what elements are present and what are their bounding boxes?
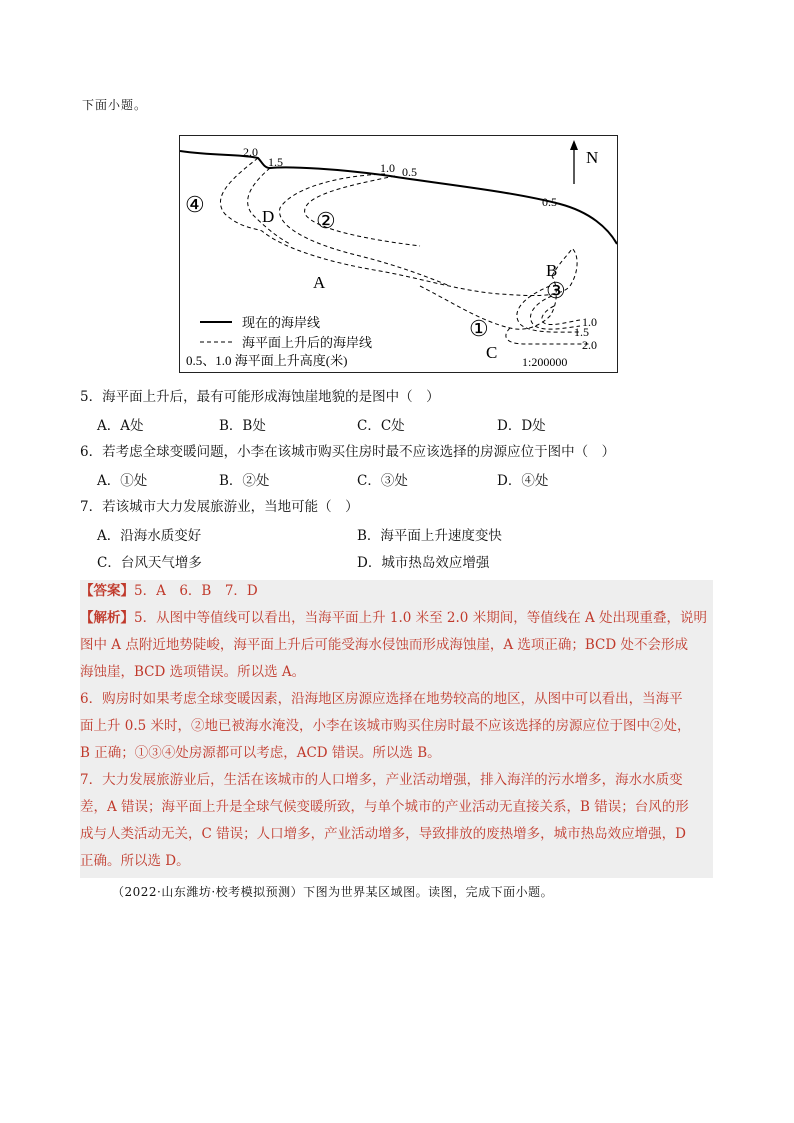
q7-option-b[interactable]: B．海平面上升速度变快 bbox=[357, 528, 502, 544]
svg-text:0.5: 0.5 bbox=[402, 165, 417, 179]
contour-1-0 bbox=[280, 174, 450, 286]
question-5-stem: 5．海平面上升后，最有可能形成海蚀崖地貌的是图中（ ） bbox=[80, 389, 440, 405]
q6-option-a[interactable]: A．①处 bbox=[97, 473, 148, 489]
contour-2-0 bbox=[220, 158, 577, 296]
question-7-options-row2 bbox=[0, 551, 794, 571]
analysis-line-9: 成与人类活动无关，C 错误；人口增多，产业活动增多，导致排放的废热增多，城市热岛效应增强，D bbox=[80, 826, 686, 842]
marker-1: ① bbox=[469, 316, 489, 341]
point-a: A bbox=[313, 273, 326, 292]
q6-option-c[interactable]: C．③处 bbox=[357, 473, 408, 489]
svg-text:2.0: 2.0 bbox=[582, 338, 597, 352]
north-arrow-icon bbox=[570, 140, 578, 184]
q7-option-d[interactable]: D．城市热岛效应增强 bbox=[357, 555, 490, 571]
marker-2: ② bbox=[316, 208, 336, 233]
answer-line bbox=[80, 581, 258, 601]
analysis-line-5: 面上升 0.5 米时，②地已被海水淹没，小李在该城市购买住房时最不应该选择的房源应位于图中②处， bbox=[80, 718, 691, 734]
answer-tag: 【答案】 bbox=[80, 583, 134, 599]
svg-text:1.0: 1.0 bbox=[380, 161, 395, 175]
contour-1-5 bbox=[248, 168, 290, 244]
point-d: D bbox=[262, 207, 275, 226]
question-6-stem: 6．若考虑全球变暖问题，小李在该城市购买住房时最不应该选择的房源应位于图中（ ） bbox=[80, 444, 616, 460]
question-6-options bbox=[0, 469, 794, 489]
analysis-line-3: 海蚀崖，BCD 选项错误。所以选 A。 bbox=[80, 664, 306, 680]
analysis-line-4: 6．购房时如果考虑全球变暖因素，沿海地区房源应选择在地势较高的地区，从图中可以看出，当海平 bbox=[80, 691, 683, 707]
coastline-map bbox=[179, 135, 618, 373]
answer-block bbox=[80, 580, 713, 878]
q6-option-d[interactable]: D．④处 bbox=[497, 473, 549, 489]
answer-text: 5．A 6．B 7．D bbox=[134, 583, 258, 599]
svg-text:1.5: 1.5 bbox=[268, 155, 283, 169]
analysis-line-2: 图中 A 点附近地势陡峻，海平面上升后可能受海水侵蚀而形成海蚀崖，A 选项正确；BCD 处不会形成 bbox=[80, 637, 688, 653]
question-5-options bbox=[0, 414, 794, 434]
intro-text: 下面小题。 bbox=[82, 98, 148, 112]
q5-option-b[interactable]: B．B处 bbox=[219, 418, 266, 434]
question-7-options-row1 bbox=[0, 524, 794, 544]
q5-option-d[interactable]: D．D处 bbox=[497, 418, 546, 434]
question-7-stem: 7．若该城市大力发展旅游业，当地可能（ ） bbox=[80, 499, 359, 515]
analysis-line-6: B 正确；①③④处房源都可以考虑，ACD 错误。所以选 B。 bbox=[80, 745, 441, 761]
analysis-line-7: 7．大力发展旅游业后，生活在该城市的人口增多，产业活动增强，排入海洋的污水增多，海水水质变 bbox=[80, 772, 683, 788]
analysis-line-1: 【解析】5．从图中等值线可以看出，当海平面上升 1.0 米至 2.0 米期间，等值线在 A 处出现重叠，说明 bbox=[80, 610, 708, 626]
legend-values: 0.5、1.0 海平面上升高度(米) bbox=[186, 353, 348, 368]
next-question-intro: （2022·山东潍坊·校考模拟预测）下图为世界某区域图。读图，完成下面小题。 bbox=[112, 885, 554, 899]
point-c: C bbox=[486, 343, 498, 362]
legend-solid: 现在的海岸线 bbox=[242, 315, 321, 330]
q7-option-c[interactable]: C．台风天气增多 bbox=[97, 555, 202, 571]
map-scale: 1:200000 bbox=[522, 355, 568, 369]
marker-4: ④ bbox=[185, 192, 205, 217]
q6-option-b[interactable]: B．②处 bbox=[219, 473, 270, 489]
svg-text:1.5: 1.5 bbox=[574, 325, 589, 339]
legend-dashed: 海平面上升后的海岸线 bbox=[242, 335, 373, 350]
analysis-line-8: 差，A 错误；海平面上升是全球气候变暖所致，与单个城市的产业活动无直接关系，B 错误；台风的形 bbox=[80, 799, 689, 815]
north-label: N bbox=[586, 148, 599, 167]
svg-text:0.5: 0.5 bbox=[542, 195, 557, 209]
q7-option-a[interactable]: A．沿海水质变好 bbox=[97, 528, 202, 544]
q5-option-a[interactable]: A．A处 bbox=[97, 418, 144, 434]
bay-4 bbox=[542, 306, 580, 325]
svg-text:1.0: 1.0 bbox=[582, 315, 597, 329]
point-b: B bbox=[546, 261, 558, 280]
q5-option-c[interactable]: C．C处 bbox=[357, 418, 405, 434]
svg-text:2.0: 2.0 bbox=[243, 145, 258, 159]
marker-3: ③ bbox=[546, 278, 566, 303]
analysis-line-10: 正确。所以选 D。 bbox=[80, 853, 190, 869]
analysis-tag: 【解析】 bbox=[80, 610, 134, 626]
